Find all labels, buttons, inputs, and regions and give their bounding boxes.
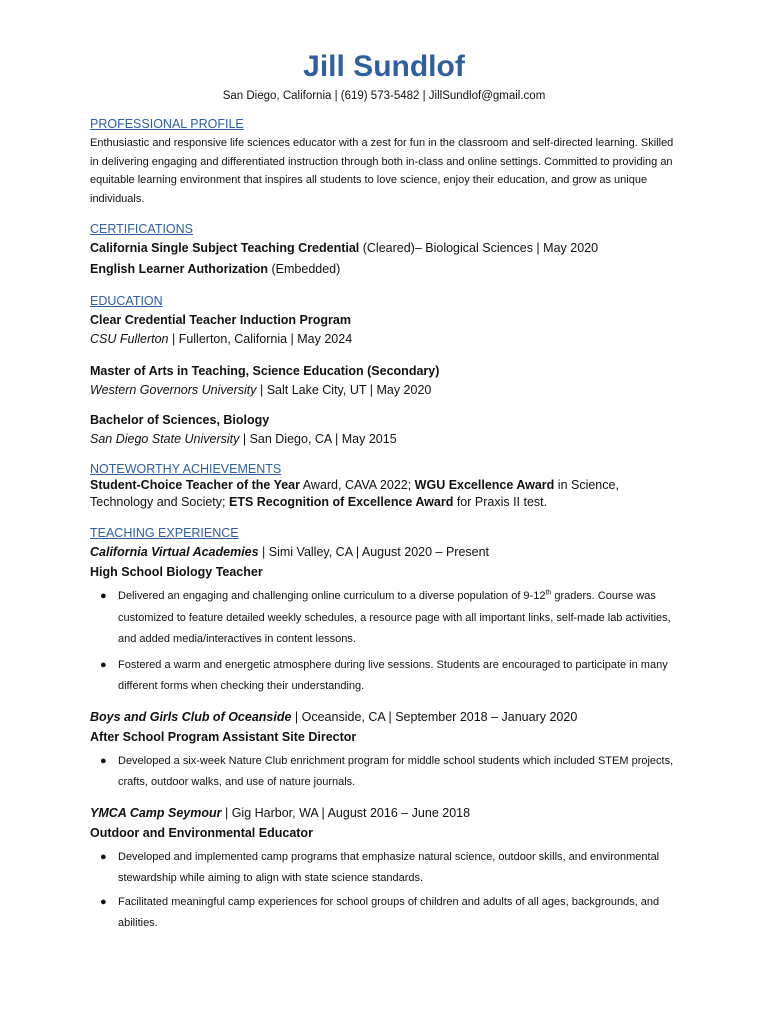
job-details: | Simi Valley, CA | August 2020 – Present <box>258 545 490 559</box>
education-school-line <box>90 381 678 400</box>
certification-details: (Cleared)– Biological Sciences | May 2020 <box>359 241 599 255</box>
job-entry <box>90 708 678 794</box>
education-school: CSU Fullerton <box>90 332 169 346</box>
experience-section <box>90 525 678 935</box>
job-role: After School Program Assistant Site Director <box>90 729 357 744</box>
certifications-section <box>90 221 678 279</box>
achievement-award: ETS Recognition of Excellence Award <box>228 495 454 509</box>
job-details: | Oceanside, CA | September 2018 – January 2020 <box>291 709 578 724</box>
bullet-text: Delivered an engaging and challenging online curriculum to a diverse population of 9-12 <box>118 590 546 602</box>
section-title-education: EDUCATION <box>90 294 163 308</box>
education-school: Western Governors University <box>90 383 257 397</box>
list-item <box>90 847 678 890</box>
education-school-line <box>90 330 678 349</box>
job-employer: Boys and Girls Club of Oceanside <box>90 709 292 724</box>
certification-name: California Single Subject Teaching Credential <box>90 241 360 255</box>
education-entry <box>90 411 678 449</box>
education-entry <box>90 311 678 349</box>
section-title-certifications: CERTIFICATIONS <box>90 222 194 236</box>
list-item <box>90 892 678 935</box>
education-school-line <box>90 430 678 449</box>
list-item <box>90 586 678 651</box>
education-school: San Diego State University <box>90 432 240 446</box>
achievements-text <box>90 477 678 511</box>
job-bullets <box>90 586 678 698</box>
job-employer-line <box>90 708 678 727</box>
bullet-icon: ● <box>100 895 107 908</box>
bullet-icon: ● <box>100 850 107 863</box>
certification-item <box>90 260 678 279</box>
job-employer: YMCA Camp Seymour <box>90 805 222 820</box>
bullet-text: Fostered a warm and energetic atmosphere during live sessions. Students are encouraged to participate in many different forms when checking their understanding. <box>118 658 668 692</box>
education-details: | Salt Lake City, UT | May 2020 <box>256 383 432 397</box>
job-employer: California Virtual Academies <box>90 545 259 559</box>
job-employer-line <box>90 804 678 823</box>
section-title-experience: TEACHING EXPERIENCE <box>90 526 239 540</box>
job-bullets <box>90 847 678 935</box>
achievements-section <box>90 461 678 511</box>
resume-name: Jill Sundlof <box>303 50 465 83</box>
bullet-text: Facilitated meaningful camp experiences for school groups of children and adults of all ages, backgrounds, and abilities. <box>118 895 660 929</box>
section-title-achievements: NOTEWORTHY ACHIEVEMENTS <box>90 462 282 476</box>
education-details: | San Diego, CA | May 2015 <box>239 432 397 446</box>
education-degree: Clear Credential Teacher Induction Program <box>90 313 351 327</box>
certification-item <box>90 239 678 258</box>
section-title-profile: PROFESSIONAL PROFILE <box>90 117 244 131</box>
education-degree: Master of Arts in Teaching, Science Education (Secondary) <box>90 364 440 378</box>
achievement-detail: Award, CAVA 2022; <box>300 478 415 492</box>
bullet-icon: ● <box>100 754 107 767</box>
bullet-icon: ● <box>100 658 107 671</box>
job-entry <box>90 804 678 935</box>
job-details: | Gig Harbor, WA | August 2016 – June 2018 <box>221 805 471 820</box>
job-entry <box>90 543 678 698</box>
profile-section <box>90 116 678 208</box>
education-section <box>90 293 678 449</box>
bullet-icon: ● <box>100 590 107 602</box>
achievement-detail: in Science, Technology and Society; <box>90 478 619 509</box>
bullet-text: graders. Course was customized to feature detailed weekly schedules, a resource page with all important links, self-made lab activities, and added media/interactives in content lessons. <box>118 590 671 645</box>
profile-text: Enthusiastic and responsive life sciences educator with a zest for fun in the classroom and self-directed learning. Skilled in delivering engaging and differentiated instruction through both in-class and online settings. Committed to providing an equitable learning environment that inspires all students to love science, enjoy their education, and grow as unique individuals. <box>90 137 674 205</box>
list-item <box>90 751 678 794</box>
certification-name: English Learner Authorization <box>90 262 269 276</box>
education-entry <box>90 362 678 400</box>
job-employer-line <box>90 543 678 562</box>
achievement-award: WGU Excellence Award <box>414 478 555 492</box>
achievement-detail: for Praxis II test. <box>453 495 548 509</box>
achievement-award: Student-Choice Teacher of the Year <box>90 478 301 492</box>
job-role: Outdoor and Environmental Educator <box>90 825 313 840</box>
bullet-text: Developed a six-week Nature Club enrichment program for middle school students which included STEM projects, crafts, outdoor walks, and use of nature journals. <box>118 754 674 788</box>
job-role: High School Biology Teacher <box>90 565 263 579</box>
bullet-superscript: th <box>545 589 552 597</box>
certification-details: (Embedded) <box>268 262 341 276</box>
education-details: | Fullerton, California | May 2024 <box>168 332 353 346</box>
education-degree: Bachelor of Sciences, Biology <box>90 413 270 427</box>
job-bullets <box>90 751 678 794</box>
contact-line: San Diego, California | (619) 573-5482 | JillSundlof@gmail.com <box>222 90 546 102</box>
bullet-text: Developed and implemented camp programs that emphasize natural science, outdoor skills, and environmental stewardship while aiming to align with state science standards. <box>118 850 660 884</box>
list-item <box>90 655 678 698</box>
